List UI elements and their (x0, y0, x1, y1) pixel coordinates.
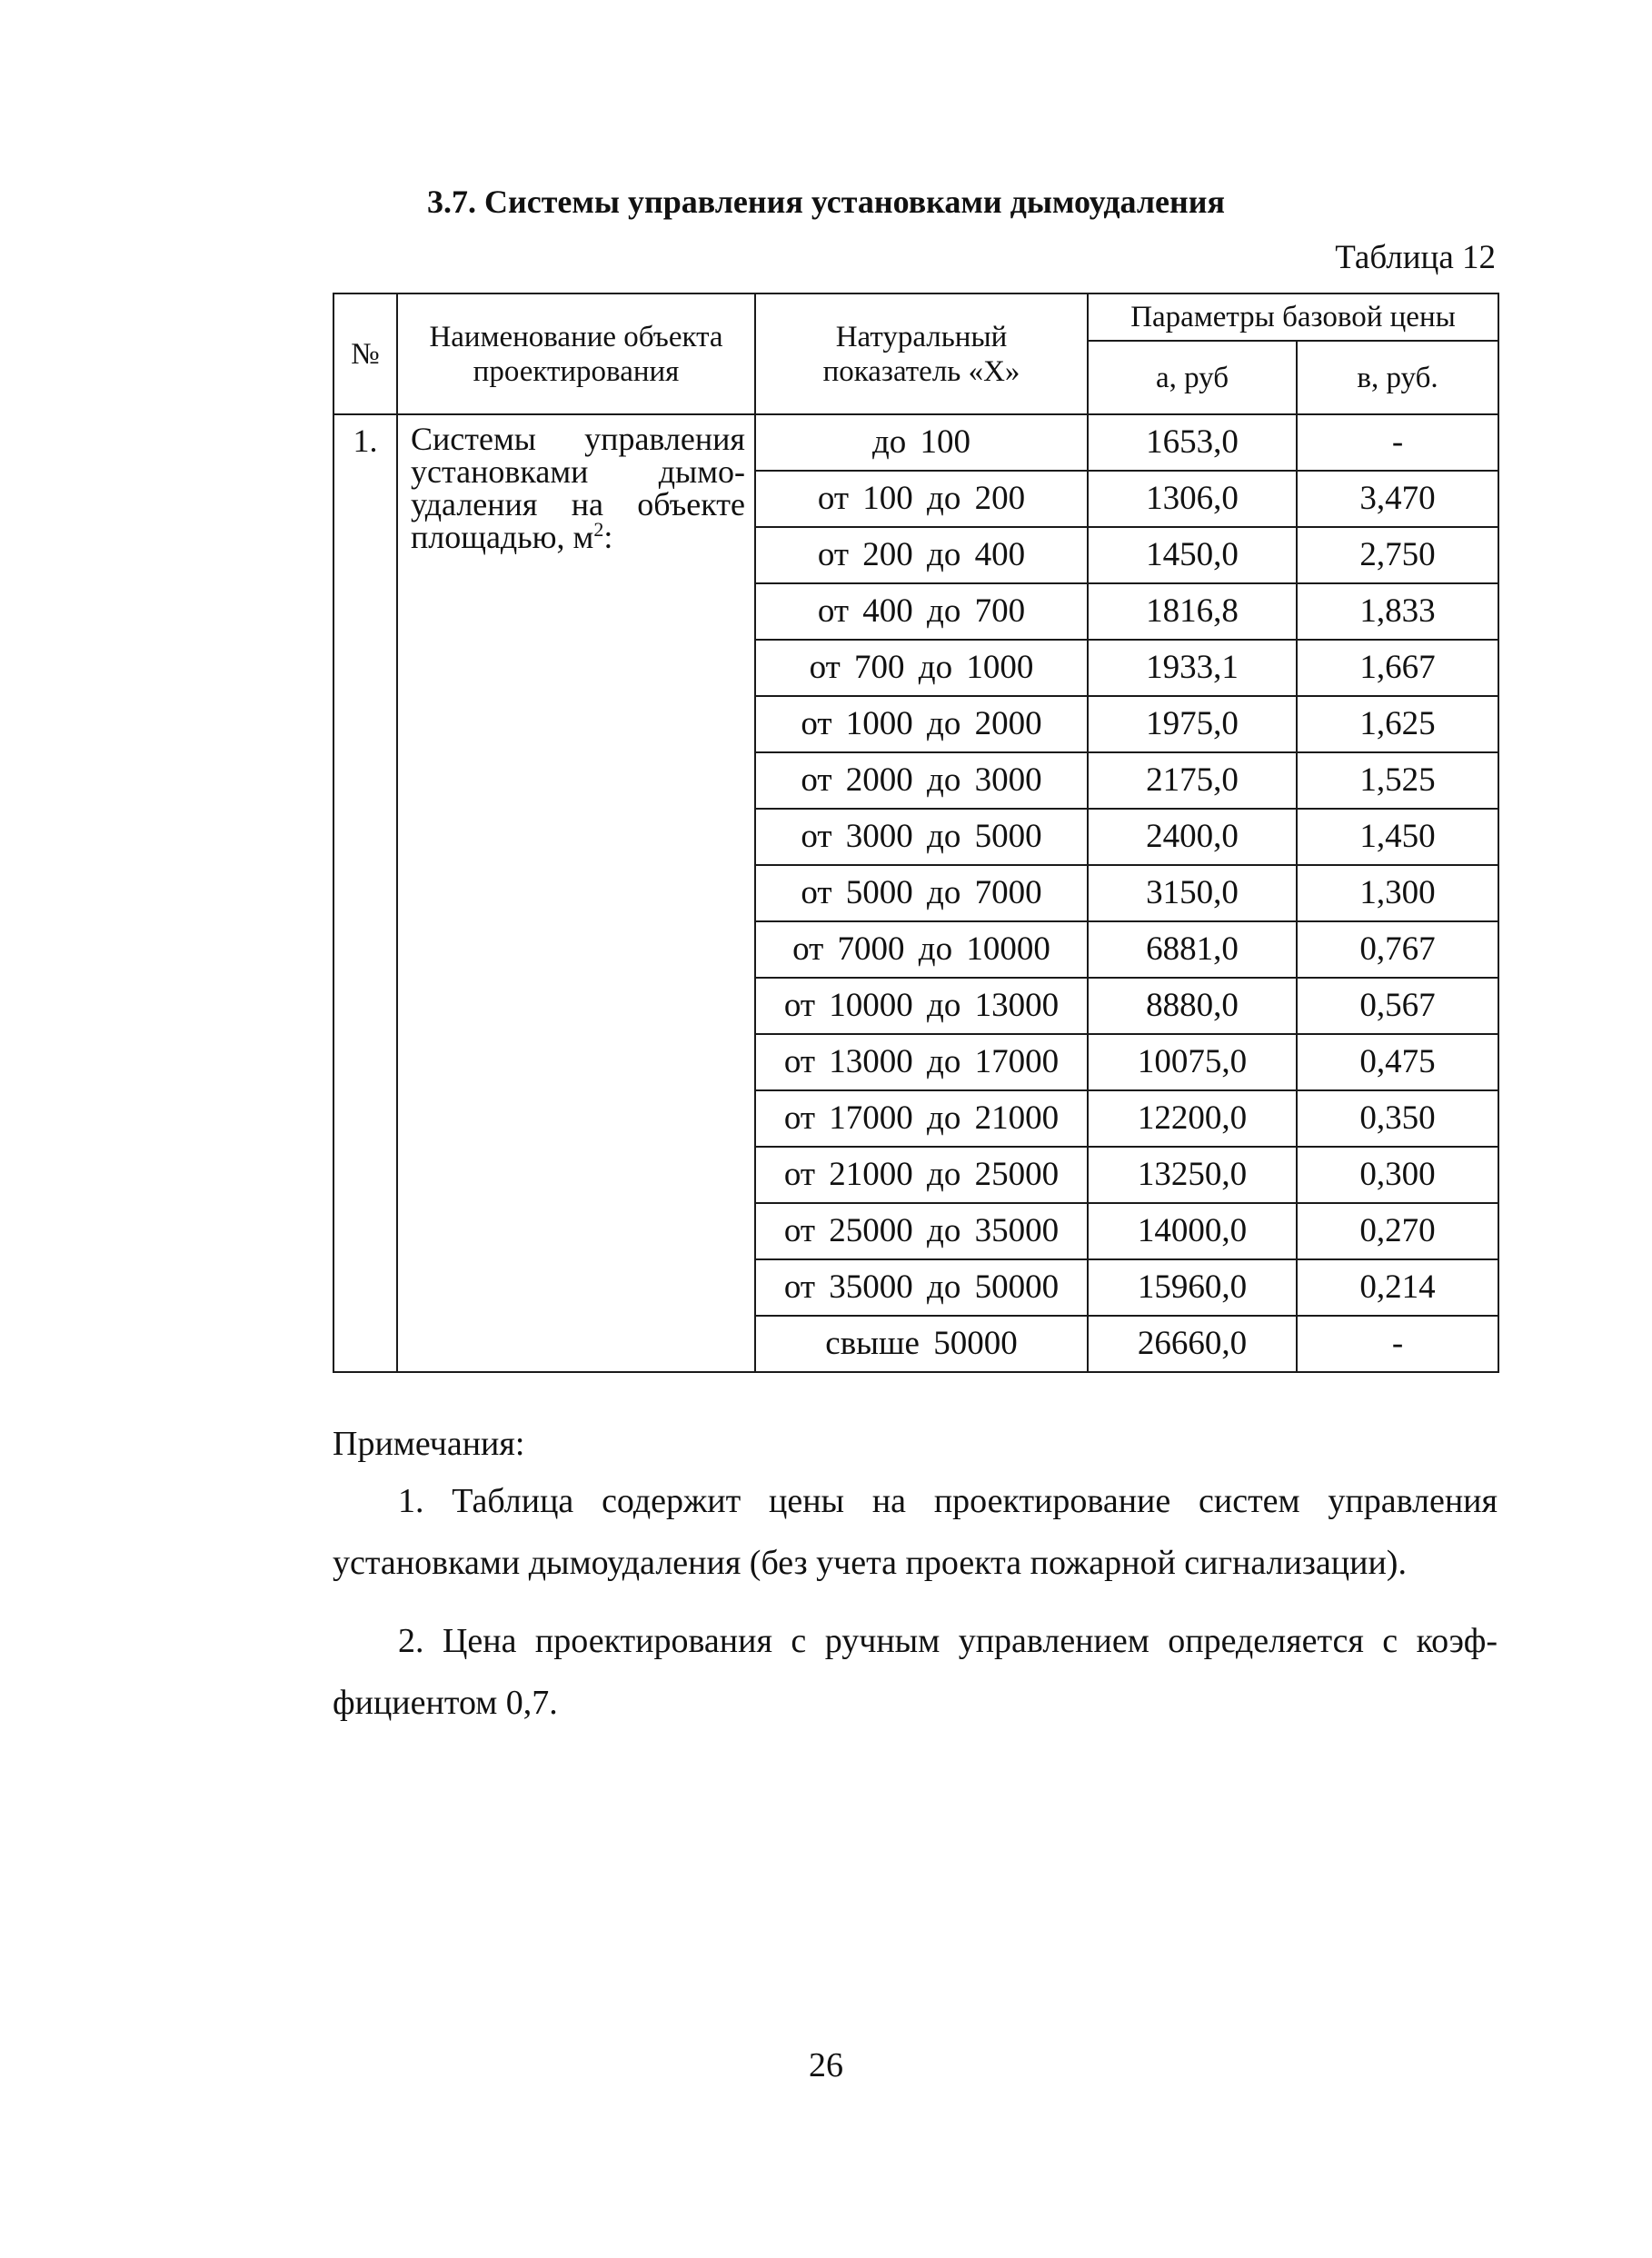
cell-param-a: 8880,0 (1088, 978, 1297, 1034)
cell-param-b: 0,567 (1297, 978, 1498, 1034)
cell-param-b: 0,214 (1297, 1259, 1498, 1316)
cell-range: от 700 до 1000 (755, 640, 1088, 696)
cell-range: свыше 50000 (755, 1316, 1088, 1372)
cell-param-b: 0,300 (1297, 1147, 1498, 1203)
cell-range: от 13000 до 17000 (755, 1034, 1088, 1090)
table-body (333, 414, 1498, 1372)
cell-param-b: 0,270 (1297, 1203, 1498, 1259)
note-item: 1. Таблица содержит цены на проектирование систем управления установками дымоудаления (без учета проекта пожарной сигнализации). (333, 1482, 1498, 1582)
note-item: 2. Цена проектирования с ручным управлением определяется с коэф-фициентом 0,7. (333, 1622, 1498, 1722)
cell-param-b: 1,833 (1297, 583, 1498, 640)
object-name-line: Системы управления (411, 421, 745, 457)
cell-range: от 35000 до 50000 (755, 1259, 1088, 1316)
cell-range: от 7000 до 10000 (755, 921, 1088, 978)
cell-range: от 100 до 200 (755, 471, 1088, 527)
cell-param-b: 1,450 (1297, 809, 1498, 865)
cell-param-a: 2400,0 (1088, 809, 1297, 865)
cell-param-b: 2,750 (1297, 527, 1498, 583)
cell-range: от 17000 до 21000 (755, 1090, 1088, 1147)
header-param-b: в, руб. (1297, 341, 1498, 414)
cell-range: до 100 (755, 414, 1088, 471)
cell-param-b: 0,475 (1297, 1034, 1498, 1090)
cell-param-a: 1653,0 (1088, 414, 1297, 471)
table-row (333, 414, 1498, 471)
cell-param-b: 1,300 (1297, 865, 1498, 921)
header-num: № (333, 293, 397, 414)
cell-param-a: 1975,0 (1088, 696, 1297, 752)
cell-param-b: - (1297, 414, 1498, 471)
cell-param-a: 6881,0 (1088, 921, 1297, 978)
cell-range: от 1000 до 2000 (755, 696, 1088, 752)
header-param-a: а, руб (1088, 341, 1297, 414)
cell-param-a: 12200,0 (1088, 1090, 1297, 1147)
header-indicator: Натуральный показатель «Х» (755, 293, 1088, 414)
header-object: Наименование объекта проектирования (397, 293, 755, 414)
cell-param-b: 1,525 (1297, 752, 1498, 809)
cell-range: от 5000 до 7000 (755, 865, 1088, 921)
cell-range: от 400 до 700 (755, 583, 1088, 640)
cell-param-b: 1,667 (1297, 640, 1498, 696)
cell-range: от 2000 до 3000 (755, 752, 1088, 809)
unit-superscript: 2 (593, 518, 604, 541)
cell-param-a: 14000,0 (1088, 1203, 1297, 1259)
notes-title: Примечания: (333, 1425, 525, 1463)
cell-param-b: 0,767 (1297, 921, 1498, 978)
cell-param-b: 3,470 (1297, 471, 1498, 527)
row-number: 1. (333, 414, 397, 1372)
object-name-line: удаления на объекте (411, 486, 745, 522)
cell-range: от 200 до 400 (755, 527, 1088, 583)
cell-param-a: 13250,0 (1088, 1147, 1297, 1203)
object-name-cell (397, 414, 755, 1372)
cell-param-a: 1816,8 (1088, 583, 1297, 640)
cell-param-a: 15960,0 (1088, 1259, 1297, 1316)
cell-param-a: 3150,0 (1088, 865, 1297, 921)
cell-param-a: 1450,0 (1088, 527, 1297, 583)
cell-range: от 10000 до 13000 (755, 978, 1088, 1034)
cell-param-b: 0,350 (1297, 1090, 1498, 1147)
cell-range: от 3000 до 5000 (755, 809, 1088, 865)
cell-param-b: 1,625 (1297, 696, 1498, 752)
cell-param-a: 2175,0 (1088, 752, 1297, 809)
cell-param-a: 1933,1 (1088, 640, 1297, 696)
cell-range: от 25000 до 35000 (755, 1203, 1088, 1259)
object-name-line: площадью, $м^2$: (411, 518, 613, 555)
price-table (333, 293, 1499, 1373)
cell-param-a: 10075,0 (1088, 1034, 1297, 1090)
header-base-price-params: Параметры базовой цены (1088, 293, 1498, 341)
table-label: Таблица 12 (1335, 239, 1496, 276)
cell-param-a: 1306,0 (1088, 471, 1297, 527)
page-number: 26 (809, 2046, 843, 2084)
cell-range: от 21000 до 25000 (755, 1147, 1088, 1203)
object-name-line: установками дымо- (411, 453, 745, 490)
cell-param-b: - (1297, 1316, 1498, 1372)
section-heading: 3.7. Системы управления установками дымоудаления (426, 184, 1225, 220)
cell-param-a: 26660,0 (1088, 1316, 1297, 1372)
